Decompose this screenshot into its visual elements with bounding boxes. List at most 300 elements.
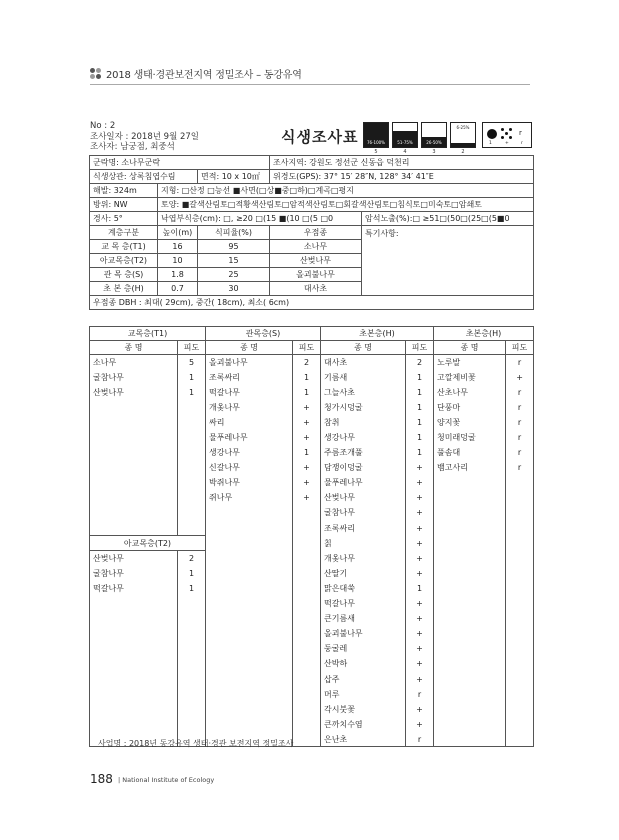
species-name xyxy=(206,626,293,641)
dbh-row xyxy=(90,296,534,310)
site-row xyxy=(90,212,534,226)
species-row xyxy=(90,702,534,717)
survey-date: 조사일자 : 2018년 9월 27일 xyxy=(90,131,200,142)
cover-degree xyxy=(506,656,534,671)
cover-degree xyxy=(506,732,534,747)
cover-degree: + xyxy=(293,460,321,475)
species-name xyxy=(90,702,178,717)
species-name xyxy=(434,581,506,596)
dice-symbol-icon xyxy=(501,128,513,140)
altitude: 해발: 324m xyxy=(90,184,158,198)
cover-degree: 1 xyxy=(406,400,434,415)
species-name: 대사초 xyxy=(321,355,406,370)
surveyors: 조사자: 남궁점, 최중석 xyxy=(90,142,175,152)
species-name xyxy=(206,641,293,656)
cover-class-box xyxy=(421,122,447,148)
species-name xyxy=(90,400,178,415)
species-name xyxy=(206,702,293,717)
cover-degree: r xyxy=(506,400,534,415)
species-name xyxy=(90,505,178,520)
species-name xyxy=(206,505,293,520)
cover-degree xyxy=(506,475,534,490)
species-row xyxy=(90,355,534,370)
species-name: 양지꽃 xyxy=(434,415,506,430)
cover-degree: 1 xyxy=(293,385,321,400)
species-row xyxy=(90,490,534,505)
species-name: 청미래덩굴 xyxy=(434,430,506,445)
symbol-label: + xyxy=(505,141,509,146)
species-name xyxy=(434,626,506,641)
species-name xyxy=(90,475,178,490)
cover-degree xyxy=(178,490,206,505)
column-header: 피도 xyxy=(406,341,434,355)
species-name xyxy=(90,596,178,611)
site-row xyxy=(90,184,534,198)
site-row xyxy=(90,198,534,212)
species-name: 노루발 xyxy=(434,355,506,370)
project-name: 사업명 : 2018년 동강유역 생태·경관 보전지역 정밀조사 xyxy=(98,739,294,748)
layer-dominant: 올괴불나무 xyxy=(270,268,362,282)
species-name xyxy=(90,430,178,445)
species-name xyxy=(434,656,506,671)
species-name: 산박하 xyxy=(321,656,406,671)
species-name xyxy=(434,536,506,551)
cover-degree xyxy=(178,505,206,520)
species-name: 기름새 xyxy=(321,370,406,385)
cover-degree xyxy=(506,566,534,581)
cover-degree xyxy=(293,581,321,596)
cover-degree xyxy=(178,626,206,641)
cover-degree xyxy=(178,521,206,536)
cover-degree xyxy=(178,671,206,686)
species-name: 머루 xyxy=(321,687,406,702)
layer-header-row xyxy=(90,226,534,240)
species-name: 떡갈나무 xyxy=(206,385,293,400)
cover-degree: r xyxy=(506,355,534,370)
soil-type: 토양: ■갈색산림토□적황색산림토□암적색산림토□회갈색산림토□침식토□미숙토□암쇄토 xyxy=(158,198,534,212)
cover-degree: + xyxy=(406,717,434,732)
species-name: 청가시덩굴 xyxy=(321,400,406,415)
species-name: 굴참나무 xyxy=(90,566,178,581)
species-name xyxy=(90,641,178,656)
species-name xyxy=(90,687,178,702)
cover-degree: 1 xyxy=(406,581,434,596)
species-name xyxy=(206,717,293,732)
species-name: 뱀고사리 xyxy=(434,460,506,475)
species-name: 올괴불나무 xyxy=(321,626,406,641)
species-row xyxy=(90,687,534,702)
species-name xyxy=(434,641,506,656)
cover-class-box xyxy=(392,122,418,148)
symbol-label: 1 xyxy=(489,141,492,146)
cover-degree: + xyxy=(406,521,434,536)
cover-class-number: 3 xyxy=(432,149,436,155)
cover-degree: + xyxy=(293,415,321,430)
cover-degree xyxy=(293,717,321,732)
cover-class-label: 26-50% xyxy=(426,140,442,145)
species-name: 조록싸리 xyxy=(206,370,293,385)
cover-degree: + xyxy=(293,490,321,505)
cover-degree: 5 xyxy=(178,355,206,370)
cover-degree: + xyxy=(293,400,321,415)
cover-degree xyxy=(293,611,321,626)
record-number: No : 2 xyxy=(90,121,116,131)
species-row xyxy=(90,566,534,581)
cover-degree xyxy=(506,641,534,656)
cover-degree xyxy=(293,551,321,566)
cover-degree: + xyxy=(406,656,434,671)
institute-name: | National Institute of Ecology xyxy=(118,776,215,784)
cover-degree: + xyxy=(506,370,534,385)
cover-degree xyxy=(506,551,534,566)
cover-class-box xyxy=(363,122,389,148)
species-name xyxy=(206,596,293,611)
layer-dominant: 소나무 xyxy=(270,240,362,254)
species-name: 쥐나무 xyxy=(206,490,293,505)
cover-class-number: 2 xyxy=(461,149,465,155)
species-name: 떡갈나무 xyxy=(90,581,178,596)
species-row xyxy=(90,581,534,596)
column-header: 종 명 xyxy=(90,341,178,355)
cover-degree xyxy=(178,641,206,656)
species-name: 굴참나무 xyxy=(321,505,406,520)
layer-dominant: 산벚나무 xyxy=(270,254,362,268)
gps-coordinates: 위경도(GPS): 37° 15′ 28″N, 128° 34′ 41″E xyxy=(270,170,534,184)
site-row xyxy=(90,156,534,170)
species-name: 각시붓꽃 xyxy=(321,702,406,717)
species-name xyxy=(434,596,506,611)
cover-class-label: 6-25% xyxy=(456,125,470,130)
species-name: 담쟁이덩굴 xyxy=(321,460,406,475)
cover-degree: 1 xyxy=(178,370,206,385)
species-name xyxy=(90,415,178,430)
dominant-col-header: 우점종 xyxy=(270,226,362,240)
litter-layer: 낙엽부식층(cm): □, ≥20 □(15 ■(10 □(5 □0 xyxy=(158,212,362,226)
species-name xyxy=(434,490,506,505)
species-name: 박쥐나무 xyxy=(206,475,293,490)
species-name: 참취 xyxy=(321,415,406,430)
species-name: 올괴불나무 xyxy=(206,355,293,370)
species-row xyxy=(90,385,534,400)
species-name: 산벚나무 xyxy=(90,551,178,566)
species-name: 산초나무 xyxy=(434,385,506,400)
species-row xyxy=(90,505,534,520)
species-row xyxy=(90,641,534,656)
cover-degree: r xyxy=(406,732,434,747)
cover-degree xyxy=(293,656,321,671)
cover-degree xyxy=(506,521,534,536)
cover-degree: + xyxy=(406,671,434,686)
cover-degree: r xyxy=(506,415,534,430)
cover-degree: 1 xyxy=(406,415,434,430)
species-row xyxy=(90,430,534,445)
cover-degree xyxy=(506,626,534,641)
r-symbol-icon: r xyxy=(519,129,522,137)
species-name: 생강나무 xyxy=(206,445,293,460)
cover-degree: 1 xyxy=(293,370,321,385)
species-row xyxy=(90,475,534,490)
species-name xyxy=(90,717,178,732)
species-name xyxy=(434,671,506,686)
layer-height: 16 xyxy=(158,240,198,254)
cover-class-label: 76-100% xyxy=(367,140,385,145)
species-row xyxy=(90,400,534,415)
cover-class-number: 5 xyxy=(374,149,378,155)
cover-degree xyxy=(178,415,206,430)
species-row xyxy=(90,445,534,460)
group-header-row xyxy=(90,327,534,341)
cover-degree xyxy=(178,400,206,415)
group-header: 초본층(H) xyxy=(321,327,434,341)
species-name: 은난초 xyxy=(321,732,406,747)
cover-degree xyxy=(293,732,321,747)
species-name: 큰기름새 xyxy=(321,611,406,626)
column-header: 피도 xyxy=(506,341,534,355)
species-name xyxy=(90,611,178,626)
cover-degree xyxy=(293,505,321,520)
species-row xyxy=(90,596,534,611)
species-name xyxy=(434,687,506,702)
special-notes: 특기사항: xyxy=(362,226,534,296)
species-table xyxy=(89,326,534,747)
species-name xyxy=(206,536,293,551)
species-row xyxy=(90,521,534,536)
running-header xyxy=(90,64,530,84)
cover-degree: + xyxy=(406,505,434,520)
cover-degree: + xyxy=(406,490,434,505)
column-header: 종 명 xyxy=(434,341,506,355)
cover-degree xyxy=(293,687,321,702)
species-name xyxy=(434,475,506,490)
species-name xyxy=(206,521,293,536)
cover-degree: 1 xyxy=(406,385,434,400)
cover-degree xyxy=(178,611,206,626)
species-row xyxy=(90,671,534,686)
species-name: 둥굴레 xyxy=(321,641,406,656)
slope: 경사: 5° xyxy=(90,212,158,226)
height-col-header: 높이(m) xyxy=(158,226,198,240)
column-header-row xyxy=(90,341,534,355)
species-name: 소나무 xyxy=(90,355,178,370)
cover-col-header: 식피율(%) xyxy=(198,226,270,240)
species-name: 물푸레나무 xyxy=(321,475,406,490)
species-name xyxy=(434,505,506,520)
cover-degree xyxy=(293,641,321,656)
t2-subheader: 아교목층(T2) xyxy=(90,536,206,551)
column-header: 종 명 xyxy=(206,341,293,355)
topography: 지형: □산정 □능선 ■사면(□상■중□하)□계곡□평지 xyxy=(158,184,534,198)
dot-symbol-icon xyxy=(487,129,497,139)
cover-degree xyxy=(506,611,534,626)
physiognomy: 식생상관: 상록침엽수림 xyxy=(90,170,198,184)
species-name: 생강나무 xyxy=(321,430,406,445)
species-name: 삽주 xyxy=(321,671,406,686)
cover-degree xyxy=(506,702,534,717)
species-name xyxy=(434,702,506,717)
species-row xyxy=(90,415,534,430)
cover-degree xyxy=(293,702,321,717)
column-header: 피도 xyxy=(178,341,206,355)
species-name: 조록싸리 xyxy=(321,521,406,536)
layer-height: 10 xyxy=(158,254,198,268)
cover-degree: + xyxy=(406,566,434,581)
species-name xyxy=(206,551,293,566)
cover-degree: r xyxy=(506,445,534,460)
layer-col-header: 계층구분 xyxy=(90,226,158,240)
species-name: 개옻나무 xyxy=(206,400,293,415)
cover-degree: + xyxy=(406,536,434,551)
cover-degree: r xyxy=(506,430,534,445)
cover-degree: 1 xyxy=(178,581,206,596)
cover-degree xyxy=(293,596,321,611)
species-row xyxy=(90,611,534,626)
cover-degree xyxy=(506,581,534,596)
species-name: 그늘사초 xyxy=(321,385,406,400)
layer-name: 관 목 층(S) xyxy=(90,268,158,282)
species-name xyxy=(90,521,178,536)
cover-degree: + xyxy=(406,641,434,656)
species-name: 산벚나무 xyxy=(90,385,178,400)
species-name xyxy=(206,656,293,671)
cover-degree xyxy=(293,566,321,581)
group-header: 관목층(S) xyxy=(206,327,321,341)
header-title: 2018 생태·경관보전지역 정밀조사 – 동강유역 xyxy=(106,70,302,81)
species-name xyxy=(90,445,178,460)
cover-symbol-legend xyxy=(482,122,532,148)
cover-degree xyxy=(293,626,321,641)
cover-degree xyxy=(506,671,534,686)
form-title: 식생조사표 xyxy=(281,128,359,146)
species-name xyxy=(434,717,506,732)
cover-degree: 1 xyxy=(178,385,206,400)
cover-degree xyxy=(178,687,206,702)
species-name: 단풍마 xyxy=(434,400,506,415)
cover-degree: 1 xyxy=(406,370,434,385)
cover-degree xyxy=(178,460,206,475)
species-name: 고깔제비꽃 xyxy=(434,370,506,385)
species-row xyxy=(90,551,534,566)
layer-dominant: 대사초 xyxy=(270,282,362,296)
layer-height: 1.8 xyxy=(158,268,198,282)
cover-degree: r xyxy=(406,687,434,702)
aspect: 방위: NW xyxy=(90,198,158,212)
cover-degree xyxy=(293,521,321,536)
cover-degree xyxy=(506,596,534,611)
species-name: 칡 xyxy=(321,536,406,551)
cover-degree: 1 xyxy=(178,566,206,581)
cover-degree: + xyxy=(406,475,434,490)
species-name: 개옻나무 xyxy=(321,551,406,566)
page-number: 188 xyxy=(90,772,113,786)
cover-degree: + xyxy=(406,460,434,475)
layer-name: 초 본 층(H) xyxy=(90,282,158,296)
header-rule xyxy=(90,84,530,85)
species-name: 싸리 xyxy=(206,415,293,430)
species-name xyxy=(206,611,293,626)
layer-name: 교 목 층(T1) xyxy=(90,240,158,254)
species-row xyxy=(90,460,534,475)
dominant-dbh: 우점종 DBH : 최대( 29cm), 중간( 18cm), 최소( 6cm) xyxy=(90,296,534,310)
species-name: 산딸기 xyxy=(321,566,406,581)
cover-degree: + xyxy=(293,430,321,445)
cover-fill xyxy=(451,143,475,147)
species-name xyxy=(434,551,506,566)
cover-degree: 1 xyxy=(406,430,434,445)
cover-class-box xyxy=(450,122,476,148)
plot-area: 면적: 10 x 10㎡ xyxy=(198,170,270,184)
cover-degree: 2 xyxy=(293,355,321,370)
cover-degree: + xyxy=(406,596,434,611)
cover-degree xyxy=(178,656,206,671)
layer-cover: 30 xyxy=(198,282,270,296)
layer-cover: 95 xyxy=(198,240,270,254)
site-row xyxy=(90,170,534,184)
species-name: 주름조개풀 xyxy=(321,445,406,460)
species-name xyxy=(90,656,178,671)
species-row xyxy=(90,656,534,671)
species-name xyxy=(206,581,293,596)
site-info-table xyxy=(89,155,534,310)
species-rows xyxy=(90,355,534,747)
species-name xyxy=(90,490,178,505)
species-name xyxy=(90,626,178,641)
column-header: 종 명 xyxy=(321,341,406,355)
species-name: 산벚나무 xyxy=(321,490,406,505)
species-name xyxy=(90,671,178,686)
symbol-label: r xyxy=(521,141,523,146)
header-dots-icon xyxy=(90,68,102,80)
cover-degree xyxy=(178,475,206,490)
species-name: 신갈나무 xyxy=(206,460,293,475)
species-name xyxy=(434,611,506,626)
cover-degree xyxy=(178,596,206,611)
cover-degree xyxy=(178,717,206,732)
species-row xyxy=(90,536,534,551)
species-name xyxy=(90,460,178,475)
cover-degree xyxy=(506,687,534,702)
species-row xyxy=(90,626,534,641)
species-name: 굴참나무 xyxy=(90,370,178,385)
community-name: 군락명: 소나무군락 xyxy=(90,156,270,170)
cover-degree: 2 xyxy=(178,551,206,566)
cover-degree xyxy=(506,490,534,505)
cover-degree: 2 xyxy=(406,355,434,370)
layer-cover: 25 xyxy=(198,268,270,282)
cover-degree xyxy=(293,536,321,551)
cover-degree xyxy=(506,717,534,732)
column-header: 피도 xyxy=(293,341,321,355)
species-row xyxy=(90,370,534,385)
cover-degree xyxy=(506,536,534,551)
cover-degree xyxy=(178,430,206,445)
species-name: 물푸레나무 xyxy=(206,430,293,445)
species-name xyxy=(206,566,293,581)
rock-exposure: 암석노출(%):□ ≥51□(50□(25□(5■0 xyxy=(362,212,534,226)
species-name: 풀솜대 xyxy=(434,445,506,460)
group-header: 교목층(T1) xyxy=(90,327,206,341)
cover-degree: + xyxy=(406,626,434,641)
survey-meta xyxy=(90,121,199,153)
cover-degree: r xyxy=(506,385,534,400)
species-name xyxy=(434,566,506,581)
layer-cover: 15 xyxy=(198,254,270,268)
species-name: 떡갈나무 xyxy=(321,596,406,611)
cover-degree: r xyxy=(506,460,534,475)
cover-degree: + xyxy=(406,611,434,626)
species-name xyxy=(434,732,506,747)
cover-class-number: 4 xyxy=(403,149,407,155)
cover-degree: + xyxy=(406,551,434,566)
